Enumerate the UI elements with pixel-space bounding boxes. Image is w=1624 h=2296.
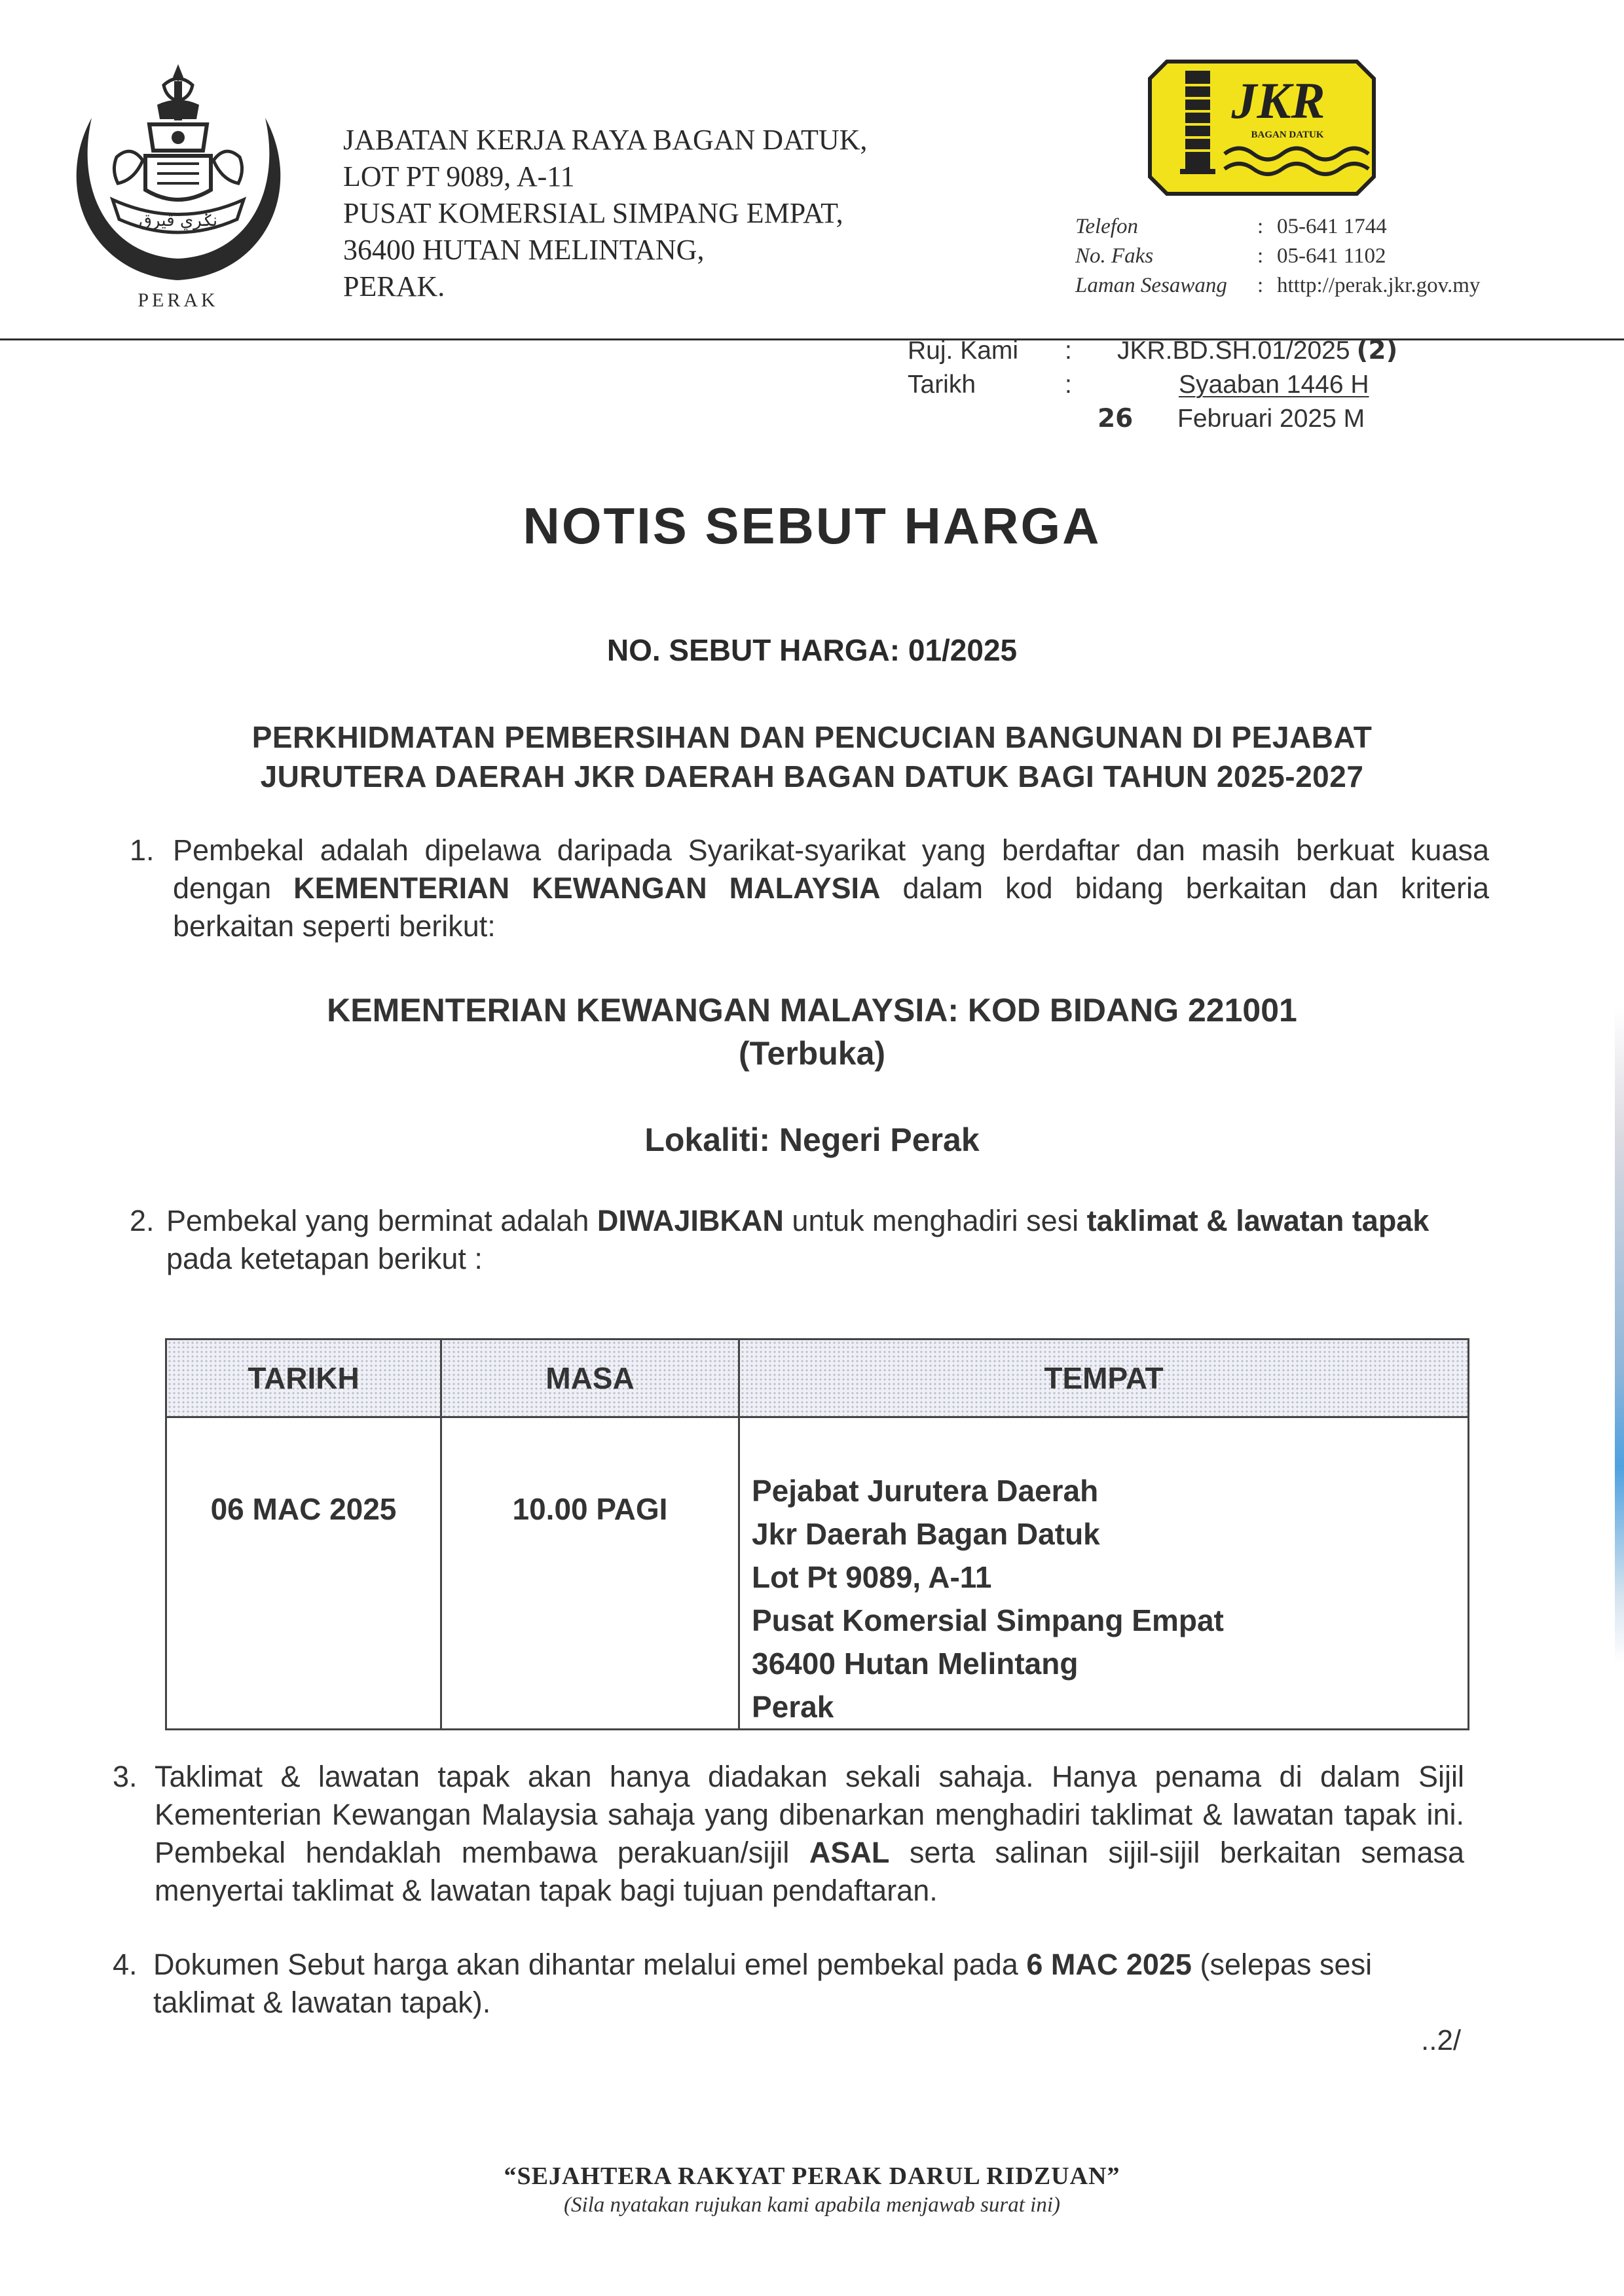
address-line: PUSAT KOMERSIAL SIMPANG EMPAT, xyxy=(343,197,843,229)
contact-sep: : xyxy=(1257,215,1264,238)
text-run: untuk menghadiri sesi xyxy=(783,1204,1087,1237)
text-run: Dokumen Sebut harga akan dihantar melalui emel pembekal pada xyxy=(153,1948,1027,1981)
date-sep: : xyxy=(1065,371,1072,399)
lokaliti: Lokaliti: Negeri Perak xyxy=(644,1121,980,1158)
contact-value: 05-641 1744 xyxy=(1277,215,1387,238)
text-run: dalam kod bidang berkaitan dan kriteria berkaitan seperti berikut: xyxy=(173,871,1490,943)
paragraph-number: 2. xyxy=(130,1204,155,1237)
crest-label: PERAK xyxy=(138,289,219,308)
ref-handwritten: (2) xyxy=(1356,336,1398,365)
kod-line: (Terbuka) xyxy=(738,1035,886,1072)
date-masihi: Februari 2025 M xyxy=(1177,405,1365,433)
perak-state-crest-icon xyxy=(65,59,291,308)
bold-run: KEMENTERIAN KEWANGAN MALAYSIA xyxy=(293,871,881,905)
bold-run: 6 MAC 2025 xyxy=(1026,1948,1192,1981)
subject-line: PERKHIDMATAN PEMBERSIHAN DAN PENCUCIAN BANGUNAN DI PEJABAT xyxy=(251,720,1373,754)
paragraph-number: 4. xyxy=(113,1948,138,1981)
quotation-number: NO. SEBUT HARGA: 01/2025 xyxy=(606,633,1018,667)
tempat-line: Perak xyxy=(752,1690,834,1724)
page-continuation: ..2/ xyxy=(1421,2024,1462,2056)
contact-sep: : xyxy=(1257,274,1264,297)
text-run: (selepas sesi taklimat & lawatan tapak). xyxy=(153,1948,1373,2019)
contact-sep: : xyxy=(1257,244,1264,268)
text-run: Pembekal yang berminat adalah xyxy=(166,1204,597,1237)
contact-row xyxy=(1075,271,1480,301)
paragraph-text xyxy=(155,1758,1464,1910)
table-header-row xyxy=(166,1339,1469,1417)
bold-run: ASAL xyxy=(809,1836,890,1869)
contact-row xyxy=(1075,212,1480,242)
bold-run: DIWAJIBKAN xyxy=(597,1204,784,1237)
paragraph-text xyxy=(173,831,1489,945)
contact-value: htttp://perak.jkr.gov.my xyxy=(1277,274,1481,297)
column-header: MASA xyxy=(441,1339,739,1417)
text-run: pada ketetapan berikut : xyxy=(166,1242,483,1275)
tempat-line: Pusat Komersial Simpang Empat xyxy=(752,1603,1224,1637)
bold-run: taklimat & lawatan tapak xyxy=(1086,1204,1430,1237)
schedule-table xyxy=(165,1338,1469,1730)
tempat-line: Pejabat Jurutera Daerah xyxy=(752,1474,1099,1508)
subject-heading xyxy=(0,718,1624,796)
contact-label: No. Faks xyxy=(1075,244,1154,268)
paragraph-3 xyxy=(113,1758,1475,1915)
crest-script: نݢري ڤيرق xyxy=(138,211,218,230)
address-line: 36400 HUTAN MELINTANG, xyxy=(343,234,705,266)
contact-label: Laman Sesawang xyxy=(1075,274,1227,297)
paragraph-text xyxy=(153,1946,1469,2022)
date-label: Tarikh xyxy=(908,371,976,399)
tempat-line: Jkr Daerah Bagan Datuk xyxy=(752,1517,1100,1551)
footer-motto: “SEJAHTERA RAKYAT PERAK DARUL RIDZUAN” xyxy=(504,2162,1120,2190)
ref-label: Ruj. Kami xyxy=(908,337,1019,365)
column-header: TARIKH xyxy=(166,1339,441,1417)
address-line: PERAK. xyxy=(343,270,445,302)
table-cell-tarikh: 06 MAC 2025 xyxy=(166,1417,441,1730)
column-header: TEMPAT xyxy=(739,1339,1469,1417)
text-run: serta salinan sijil-sijil berkaitan semasa menyertai taklimat & lawatan tapak bagi tujuan pendaftaran. xyxy=(155,1836,1465,1907)
tempat-line: Lot Pt 9089, A-11 xyxy=(752,1560,992,1594)
paragraph-number: 3. xyxy=(113,1760,138,1793)
date-hijri: Syaaban 1446 H xyxy=(1179,371,1369,399)
kod-line: KEMENTERIAN KEWANGAN MALAYSIA: KOD BIDANG 221001 xyxy=(327,992,1297,1029)
date-row xyxy=(908,368,1397,402)
paragraph-number: 1. xyxy=(130,833,155,867)
address-line: JABATAN KERJA RAYA BAGAN DATUK, xyxy=(343,124,868,156)
jkr-logo-icon xyxy=(1147,59,1376,196)
logo-name: JKR xyxy=(1231,72,1325,129)
scan-edge-artifact xyxy=(1615,1008,1624,1663)
logo-sub: BAGAN DATUK xyxy=(1251,130,1324,140)
text-run: Taklimat & lawatan tapak akan hanya diadakan sekali sahaja. Hanya penama di dalam Sijil Kementerian Kewangan Malaysia sahaja yang dibenarkan menghadiri taklimat & lawatan tapak ini. Pembekal hendaklah membawa perakuan/sijil xyxy=(155,1760,1464,1869)
subject-line: JURUTERA DAERAH JKR DAERAH BAGAN DATUK BAGI TAHUN 2025-2027 xyxy=(260,759,1364,793)
sender-address xyxy=(343,122,867,305)
paragraph-4 xyxy=(113,1946,1475,2031)
table-cell-masa: 10.00 PAGI xyxy=(441,1417,739,1730)
tempat-line: 36400 Hutan Melintang xyxy=(752,1647,1079,1681)
text-run: Pembekal adalah dipelawa daripada Syarikat-syarikat yang berdaftar dan masih berkuat kuasa dengan xyxy=(173,833,1489,905)
contact-row xyxy=(1075,242,1480,271)
document-title: NOTIS SEBUT HARGA xyxy=(523,497,1101,555)
ref-value: JKR.BD.SH.01/2025 xyxy=(1117,337,1350,365)
ref-sep: : xyxy=(1065,337,1072,365)
footer-note: (Sila nyatakan rujukan kami apabila menjawab surat ini) xyxy=(563,2193,1061,2217)
paragraph-2 xyxy=(130,1202,1492,1281)
ref-row xyxy=(908,334,1397,368)
reference-block xyxy=(908,334,1397,436)
kod-bidang xyxy=(0,989,1624,1075)
paragraph-text xyxy=(166,1202,1489,1278)
table-row xyxy=(166,1417,1469,1730)
contact-value: 05-641 1102 xyxy=(1277,244,1386,268)
table-cell-tempat xyxy=(739,1417,1469,1730)
contact-details xyxy=(1075,212,1480,301)
paragraph-1 xyxy=(130,831,1492,949)
contact-label: Telefon xyxy=(1075,215,1138,238)
address-line: LOT PT 9089, A-11 xyxy=(343,160,575,192)
date-row-masihi: 26 Februari 2025 M xyxy=(908,402,1397,436)
